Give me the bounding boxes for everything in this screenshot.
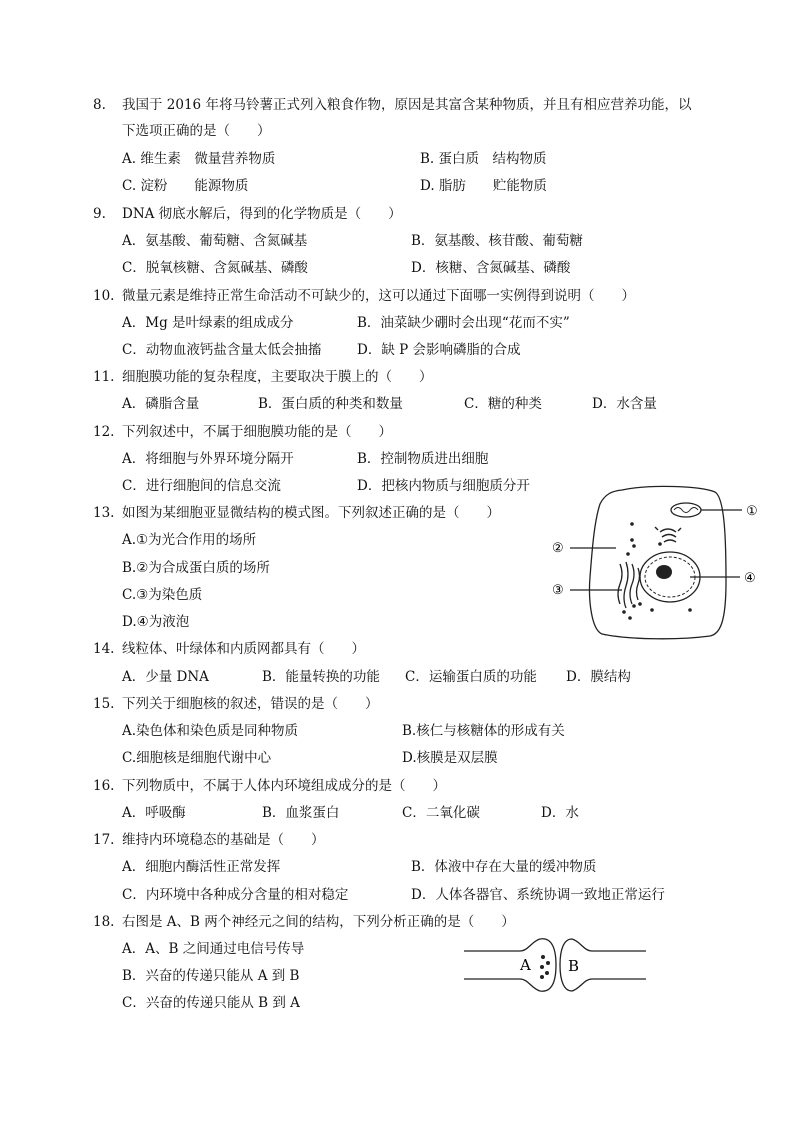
label-1: ①	[746, 504, 758, 519]
question-13-option-c: C.③为染色质	[122, 587, 203, 603]
question-14-option-a: A．少量 DNA	[122, 669, 209, 685]
question-16-stem: 下列物质中，不属于人体内环境组成成分的是（ ）	[122, 778, 446, 794]
question-15-option-b: B.核仁与核糖体的形成有关	[402, 723, 565, 739]
question-8-option-a: A. 维生素 微量营养物质	[122, 151, 276, 167]
question-15-number: 15.	[93, 696, 115, 712]
question-11-option-b: B．蛋白质的种类和数量	[258, 396, 403, 412]
question-10-number: 10.	[93, 288, 115, 304]
question-16-number: 16.	[93, 778, 115, 794]
label-3: ③	[552, 583, 564, 598]
neuron-b-label: B	[568, 957, 580, 975]
question-18-option-a: A．A、B 之间通过电信号传导	[122, 941, 305, 957]
question-14-option-c: C．运输蛋白质的功能	[405, 669, 537, 685]
question-18-option-c: C．兴奋的传递只能从 B 到 A	[122, 995, 300, 1011]
question-10-option-d: D．缺 P 会影响磷脂的合成	[357, 342, 521, 358]
label-2: ②	[552, 541, 564, 556]
question-12-option-d: D．把核内物质与细胞质分开	[357, 478, 530, 494]
mitochondrion	[671, 503, 701, 517]
question-11-number: 11.	[93, 369, 115, 385]
question-18-option-b: B．兴奋的传递只能从 A 到 B	[122, 968, 300, 984]
question-9-option-c: C．脱氧核糖、含氮碱基、磷酸	[122, 260, 308, 276]
question-14-number: 14.	[93, 641, 115, 657]
question-14-option-d: D．膜结构	[566, 669, 631, 685]
question-9-number: 9.	[93, 206, 106, 222]
question-16-option-d: D．水	[541, 805, 579, 821]
question-13-option-b: B.②为合成蛋白质的场所	[122, 560, 270, 576]
question-13-stem: 如图为某细胞亚显微结构的模式图。下列叙述正确的是（ ）	[122, 505, 500, 521]
question-8-option-b: B. 蛋白质 结构物质	[420, 151, 547, 167]
synaptic-vesicles	[540, 955, 550, 979]
question-12-stem: 下列叙述中，不属于细胞膜功能的是（ ）	[122, 424, 392, 440]
question-11-option-c: C．糖的种类	[464, 396, 542, 412]
label-4: ④	[744, 571, 756, 586]
neuron-a-label: A	[520, 956, 531, 974]
nucleolus	[656, 565, 672, 579]
question-8-option-c: C. 淀粉 能源物质	[122, 178, 249, 194]
synapse-figure	[460, 935, 650, 997]
question-15-option-d: D.核膜是双层膜	[402, 750, 498, 766]
question-14-stem: 线粒体、叶绿体和内质网都具有（ ）	[122, 641, 365, 657]
question-9-option-b: B．氨基酸、核苷酸、葡萄糖	[411, 233, 583, 249]
endoplasmic-reticulum	[618, 562, 640, 608]
question-10-option-b: B．油菜缺少硼时会出现“花而不实”	[357, 315, 570, 331]
question-12-option-a: A．将细胞与外界环境分隔开	[122, 451, 294, 467]
question-12-option-b: B．控制物质进出细胞	[357, 451, 489, 467]
question-8-option-d: D. 脂肪 贮能物质	[420, 178, 547, 194]
question-8-stem-line1: 我国于 2016 年将马铃薯正式列入粮食作物，原因是其富含某种物质，并且有相应营养功能，以	[122, 97, 692, 113]
question-10-option-c: C．动物血液钙盐含量太低会抽搐	[122, 342, 322, 358]
question-18-stem: 右图是 A、B 两个神经元之间的结构，下列分析正确的是（ ）	[122, 914, 515, 930]
question-9-option-a: A．氨基酸、葡萄糖、含氮碱基	[122, 233, 308, 249]
question-9-option-d: D．核糖、含氮碱基、磷酸	[411, 260, 571, 276]
question-15-option-c: C.细胞核是细胞代谢中心	[122, 750, 272, 766]
nuclear-envelope-inner	[645, 557, 695, 597]
question-17-option-d: D．人体各器官、系统协调一致地正常运行	[411, 887, 665, 903]
question-8-stem-line2: 下选项正确的是（ ）	[122, 123, 271, 139]
question-12-number: 12.	[93, 424, 115, 440]
question-10-option-a: A．Mg 是叶绿素的组成成分	[122, 315, 294, 331]
golgi-apparatus	[655, 527, 681, 542]
question-12-option-c: C．进行细胞间的信息交流	[122, 478, 281, 494]
question-13-option-d: D.④为液泡	[122, 614, 190, 630]
question-13-option-a: A.①为光合作用的场所	[122, 532, 257, 548]
question-11-option-a: A．磷脂含量	[122, 396, 200, 412]
question-15-option-a: A.染色体和染色质是同种物质	[122, 723, 299, 739]
question-16-option-c: C．二氧化碳	[402, 805, 480, 821]
question-17-option-b: B．体液中存在大量的缓冲物质	[411, 859, 597, 875]
cell-outline	[590, 486, 727, 638]
question-15-stem: 下列关于细胞核的叙述，错误的是（ ）	[122, 696, 379, 712]
question-9-stem: DNA 彻底水解后，得到的化学物质是（ ）	[122, 206, 402, 222]
question-8-number: 8.	[93, 97, 106, 113]
question-17-stem: 维持内环境稳态的基础是（ ）	[122, 832, 325, 848]
question-18-number: 18.	[93, 914, 115, 930]
cell-structure-figure	[540, 482, 776, 644]
question-16-option-a: A．呼吸酶	[122, 805, 186, 821]
question-11-option-d: D．水含量	[592, 396, 657, 412]
question-16-option-b: B．血浆蛋白	[262, 805, 340, 821]
question-17-option-a: A．细胞内酶活性正常发挥	[122, 859, 281, 875]
question-10-stem: 微量元素是维持正常生命活动不可缺少的，这可以通过下面哪一实例得到说明（ ）	[122, 288, 635, 304]
question-14-option-b: B．能量转换的功能	[262, 669, 380, 685]
question-11-stem: 细胞膜功能的复杂程度，主要取决于膜上的（ ）	[122, 369, 433, 385]
question-17-option-c: C．内环境中各种成分含量的相对稳定	[122, 887, 349, 903]
neuron-a-terminal	[464, 939, 556, 991]
question-13-number: 13.	[93, 505, 115, 521]
question-17-number: 17.	[93, 832, 115, 848]
